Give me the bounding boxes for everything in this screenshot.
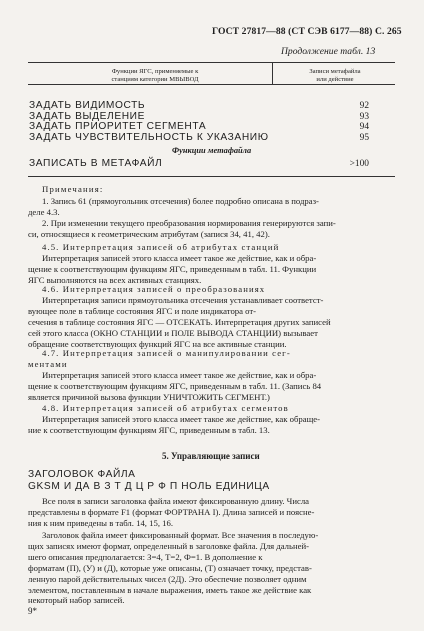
paragraph-4-6-heading: 4.6. Интерпретация записей о преобразованиях xyxy=(42,284,266,294)
section-5-paragraph-2: Заголовок файла имеет фиксированный формат. Все значения в последую- щих записях имеют формат, определенный в заголовке файла. Для дальней- шего описания предполагается: З=4, Т=2, Ф=1. В дополнение к форматам (П), (У) и (Д), которые уже описаны, (Т) означает точку, представ- ленную парой действительных чисел (2Д). Это обеспечие позволяет одним элементом, поставленным в начале выражения, иметь такое же действие как некоторый набор записей. xyxy=(28,530,319,606)
table-bottom-rule xyxy=(28,176,395,177)
paragraph-4-5: 4.5. Интерпретация записей об атрибутах станций Интерпретация записей этого класса имеет такое же действие, как и обра- щение к соответствующим функциям ЯГС, приведенным в табл. 11. Функции ЯГС выполняются на всех активных станциях. xyxy=(28,242,396,286)
table-row: ЗАДАТЬ ВЫДЕЛЕНИЕ 93 xyxy=(29,110,369,122)
paragraph-4-7: 4.7. Интерпретация записей о манипулировании сег- ментами Интерпретация записей этого класса имеет такое же действие, как и обра- щение к соответствующим функциям ЯГС, приведенным в табл. 11. (Запись 84 является причиной вызова функции УНИЧТОЖИТЬ СЕГМЕНТ.) xyxy=(28,348,396,403)
section-5-title: 5. Управляющие записи xyxy=(162,451,260,461)
table-row-metafile: ЗАПИСАТЬ В МЕТАФАЙЛ >100 xyxy=(29,158,369,169)
paragraph-4-7-heading: 4.7. Интерпретация записей о манипулировании сег- xyxy=(42,348,291,358)
file-header-fields: GKSM И ДА В З Т Д Ц Р Ф П НОЛЬ ЕДИНИЦА xyxy=(28,481,270,492)
note-2: 2. При изменении текущего преобразования нормирования генерируются запи- си, относящиеся к геометрическим атрибутам (запися 34, 41, 42). xyxy=(28,218,336,239)
section-5-paragraph-1: Все поля в записи заголовка файла имеют фиксированную длину. Числа представлены в формате F1 (формат ФОРТРАНА I). Длина записей и поясне- ния к ним приведены в табл. 14, 15, 16. xyxy=(28,496,315,528)
note-1: 1. Запись 61 (прямоугольник отсечения) более подробно описана в подраз- деле 4.3. xyxy=(28,196,319,217)
table-column-divider xyxy=(272,62,273,84)
file-header-caption: ЗАГОЛОВОК ФАЙЛА xyxy=(28,469,136,480)
table-row: ЗАДАТЬ ВИДИМОСТЬ 92 xyxy=(29,100,369,111)
table-col1-header: Функции ЯГС, применяемые к станциям категории МВЫВОД xyxy=(111,68,199,83)
table-header-rule xyxy=(28,84,395,85)
paragraph-4-8: 4.8. Интерпретация записей об атрибутах сегментов Интерпретация записей этого класса имеет такое же действие, как обраще- ние к соответствующим функциям ЯГС, приведенным в табл. 13. xyxy=(28,403,396,436)
page-header-title: ГОСТ 27817—88 (СТ СЭВ 6177—88) С. 265 xyxy=(212,26,402,37)
table-col2-header: Записи метафайла или действие xyxy=(309,68,361,83)
paragraph-4-5-heading: 4.5. Интерпретация записей об атрибутах станций xyxy=(42,242,280,252)
page-signature-mark: 9* xyxy=(28,606,37,616)
table-row: ЗАДАТЬ ЧУВСТВИТЕЛЬНОСТЬ К УКАЗАНИЮ 95 xyxy=(29,131,369,143)
table-top-rule xyxy=(28,62,395,63)
paragraph-4-8-heading: 4.8. Интерпретация записей об атрибутах сегментов xyxy=(42,403,289,413)
paragraph-4-6: 4.6. Интерпретация записей о преобразованиях Интерпретация записи прямоугольника отсечения устанавливает соответст- вующее поле в таблице состояния ЯГС и поле индикатора от- сечения в таблице состояния ЯГС — ОТСЕКАТЬ. Интерпретация других записей сей этого класса (ОКНО СТАНЦИИ и ПОЛЕ ВЫВОДА СТАНЦИИ) вызывает обращение соответствующих функций ЯГС на все активные станции. xyxy=(28,284,396,349)
table-continuation: Продолжение табл. 13 xyxy=(281,46,376,57)
table-body xyxy=(29,101,389,143)
table-section-label: Функции метафайла xyxy=(172,146,252,155)
table-row: ЗАДАТЬ ПРИОРИТЕТ СЕГМЕНТА 94 xyxy=(29,121,369,133)
notes-title: Примечания: xyxy=(42,184,104,194)
